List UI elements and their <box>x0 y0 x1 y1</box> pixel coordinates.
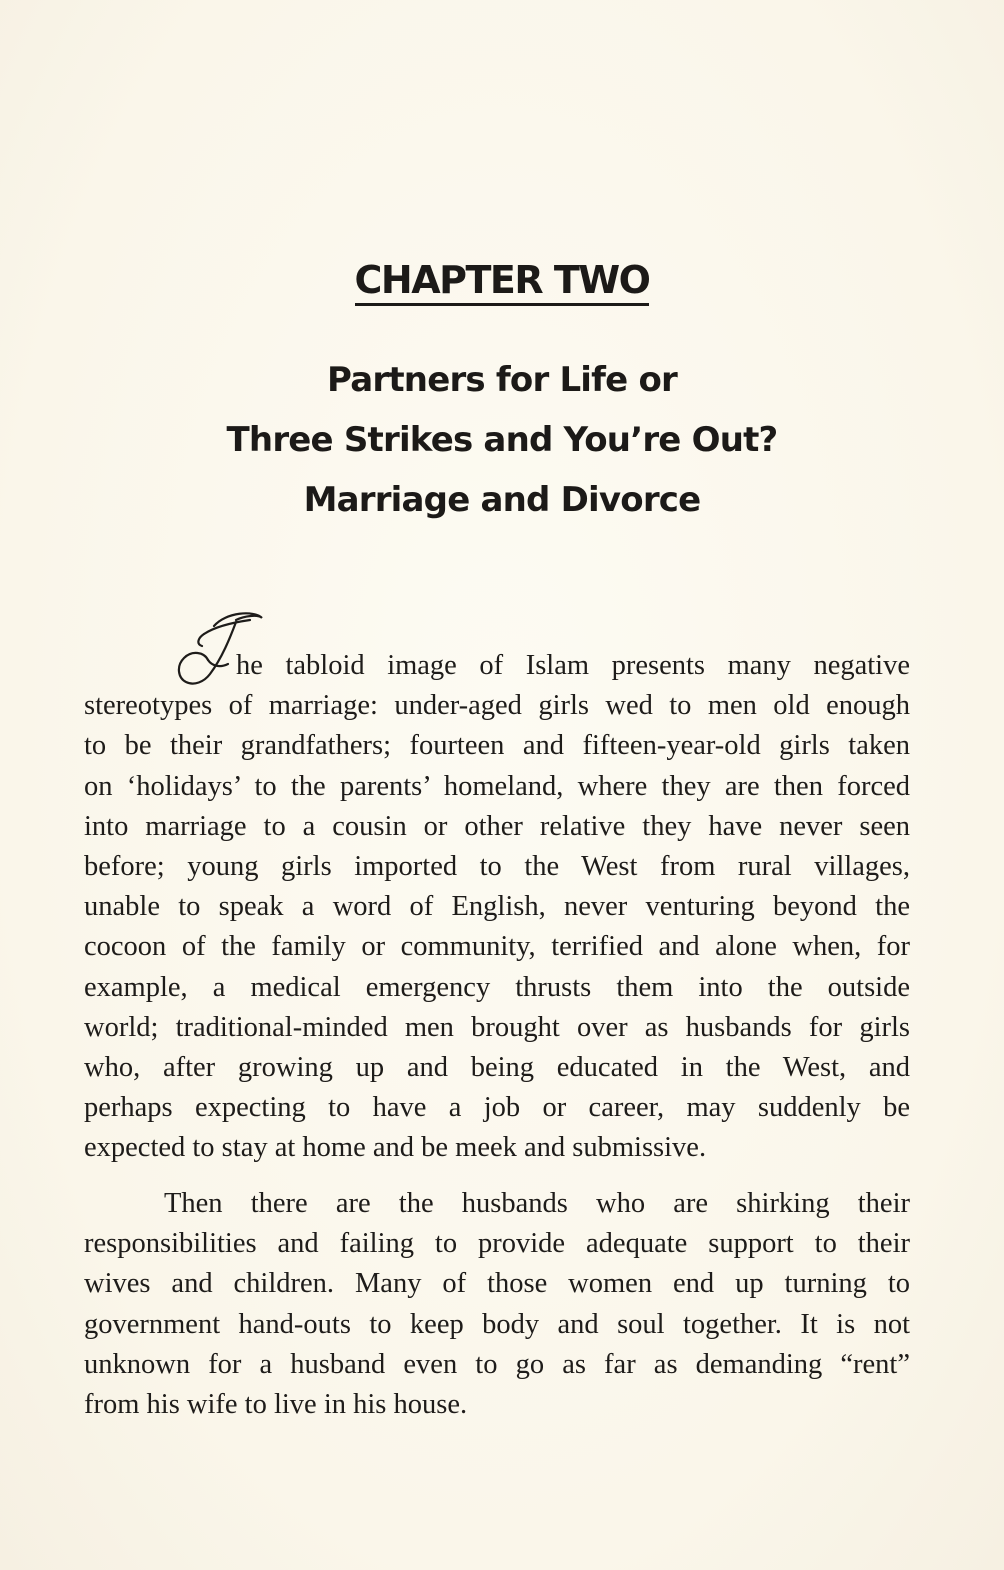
paragraph-1-line-2: stereotypes of marriage: under-aged girls wed to men old enough <box>84 690 910 722</box>
paragraph-1-line-7: unable to speak a word of English, never venturing beyond the <box>84 891 910 923</box>
paragraph-1-line-4: on ‘holidays’ to the parents’ homeland, where they are then forced <box>84 770 910 802</box>
paragraph-1-line-9: example, a medical emergency thrusts them into the outside <box>84 971 910 1003</box>
paragraph-1-line-13: expected to stay at home and be meek and submissive. <box>84 1132 707 1164</box>
paragraph-2-line-6: from his wife to live in his house. <box>84 1389 468 1421</box>
paragraph-1-line-5: into marriage to a cousin or other relative they have never seen <box>84 810 910 842</box>
paragraph-1-line-10: world; traditional-minded men brought over as husbands for girls <box>84 1011 910 1043</box>
paragraph-2-line-5: unknown for a husband even to go as far as demanding “rent” <box>84 1348 910 1380</box>
paragraph-2-line-1: Then there are the husbands who are shirking their <box>164 1188 910 1219</box>
drop-cap-script-t <box>174 608 266 690</box>
paragraph-2-line-4: government hand-outs to keep body and soul together. It is not <box>84 1308 910 1340</box>
paragraph-1-line-11: who, after growing up and being educated in the West, and <box>84 1052 910 1084</box>
paragraph-1-line-1: he tabloid image of Islam presents many negative <box>236 650 910 681</box>
chapter-label-text: CHAPTER TWO <box>355 258 650 306</box>
paragraph-1 <box>84 646 910 1169</box>
paragraph-1-line-6: before; young girls imported to the West from rural villages, <box>84 851 910 883</box>
paragraph-2-line-3: wives and children. Many of those women end up turning to <box>84 1268 910 1300</box>
chapter-title-line-2: Three Strikes and You’re Out? <box>226 420 778 460</box>
paragraph-2-line-2: responsibilities and failing to provide adequate support to their <box>84 1228 910 1260</box>
chapter-label <box>0 258 1004 302</box>
paragraph-2 <box>84 1184 910 1425</box>
chapter-title-line-1: Partners for Life or <box>327 360 677 400</box>
paragraph-1-line-3: to be their grandfathers; fourteen and fifteen-year-old girls taken <box>84 730 910 762</box>
paragraph-1-line-8: cocoon of the family or community, terrified and alone when, for <box>84 931 910 963</box>
paragraph-1-line-12: perhaps expecting to have a job or career, may suddenly be <box>84 1092 910 1124</box>
chapter-title-line-3: Marriage and Divorce <box>303 480 701 520</box>
